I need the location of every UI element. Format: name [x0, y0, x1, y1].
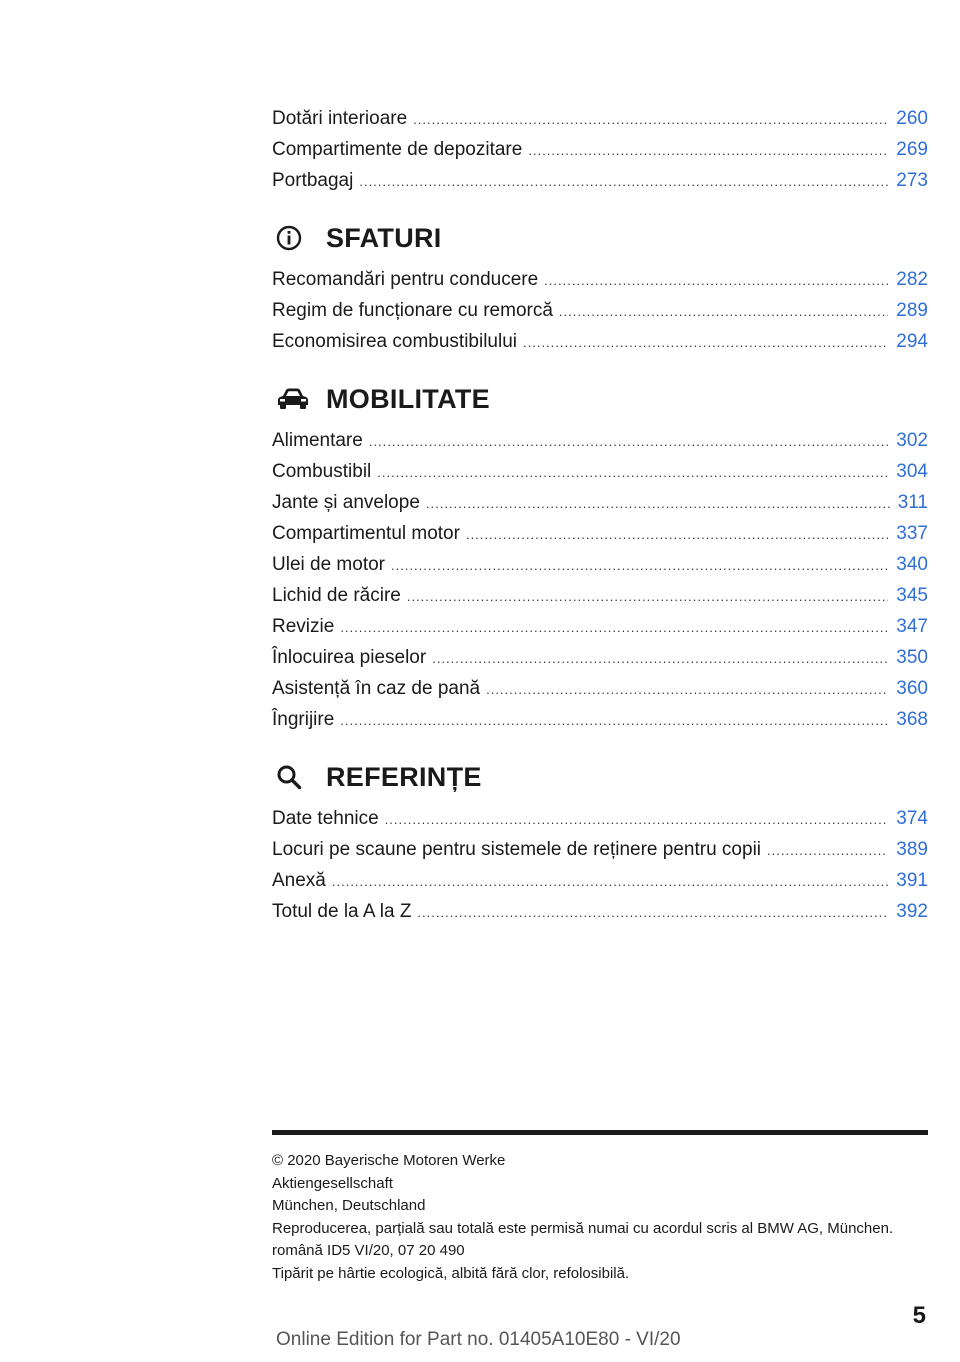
- dot-leader: [359, 166, 888, 197]
- toc-page-link[interactable]: 392: [896, 901, 928, 922]
- toc-page-link[interactable]: 345: [896, 585, 928, 606]
- toc-page-link[interactable]: 374: [896, 808, 928, 829]
- toc-entry[interactable]: [272, 295, 928, 326]
- toc-entry[interactable]: [272, 611, 928, 642]
- dot-leader: [332, 866, 888, 897]
- toc-entry-label: Economisirea combustibilului: [272, 331, 517, 352]
- dot-leader: [377, 457, 888, 488]
- toc-page-link[interactable]: 340: [896, 554, 928, 575]
- toc-entry[interactable]: [272, 425, 928, 456]
- copyright-line: © 2020 Bayerische Motoren Werke: [272, 1152, 506, 1169]
- page-number: 5: [912, 1302, 926, 1329]
- toc-page-link[interactable]: 391: [896, 870, 928, 891]
- toc-entry[interactable]: [272, 456, 928, 487]
- toc-page-link[interactable]: 289: [896, 300, 928, 321]
- toc-page-link[interactable]: 368: [896, 709, 928, 730]
- toc-entry-label: Alimentare: [272, 430, 363, 451]
- dot-leader: [426, 488, 890, 519]
- toc-entry-label: Ulei de motor: [272, 554, 385, 575]
- dot-leader: [417, 897, 888, 928]
- table-of-contents: [272, 103, 928, 927]
- toc-page-link[interactable]: 337: [896, 523, 928, 544]
- section-heading-mobilitate: [272, 377, 928, 421]
- reproduction-notice: Reproducerea, parțială sau totală este permisă numai cu acordul scris al BMW AG, München.: [272, 1219, 894, 1237]
- dot-leader: [528, 135, 888, 166]
- dot-leader: [407, 581, 888, 612]
- toc-entry[interactable]: [272, 165, 928, 196]
- toc-entry-label: Regim de funcționare cu remorcă: [272, 300, 553, 321]
- toc-page-link[interactable]: 304: [896, 461, 928, 482]
- toc-entry-label: Îngrijire: [272, 709, 335, 730]
- toc-entry-label: Compartimentul motor: [272, 523, 460, 544]
- toc-page-link[interactable]: 273: [896, 170, 928, 191]
- dot-leader: [559, 296, 888, 327]
- toc-page-link[interactable]: 260: [896, 108, 928, 129]
- toc-page-link[interactable]: 302: [896, 430, 928, 451]
- dot-leader: [466, 519, 888, 550]
- toc-entry-label: Înlocuirea pieselor: [272, 647, 427, 668]
- dot-leader: [432, 643, 888, 674]
- section-title: MOBILITATE: [326, 383, 490, 414]
- dot-leader: [385, 804, 889, 835]
- toc-entry-label: Portbagaj: [272, 170, 354, 191]
- dot-leader: [413, 104, 888, 135]
- toc-entry-label: Combustibil: [272, 461, 372, 482]
- toc-entry[interactable]: [272, 487, 928, 518]
- toc-entry-label: Anexă: [272, 870, 326, 891]
- toc-entry-label: Compartimente de depozitare: [272, 139, 523, 160]
- company-line: Aktiengesellschaft: [272, 1174, 393, 1192]
- toc-entry-label: Date tehnice: [272, 808, 379, 829]
- toc-entry[interactable]: [272, 549, 928, 580]
- dot-leader: [369, 426, 888, 457]
- section-heading-referinte: [272, 755, 928, 799]
- toc-entry-label: Asistență în caz de pană: [272, 678, 481, 699]
- toc-entry-label: Recomandări pentru conducere: [272, 269, 539, 290]
- toc-entry-label: Revizie: [272, 616, 335, 637]
- location-line: München, Deutschland: [272, 1197, 426, 1214]
- toc-entry[interactable]: [272, 896, 928, 927]
- toc-entry[interactable]: [272, 103, 928, 134]
- dot-leader: [340, 612, 888, 643]
- info-icon: [276, 222, 316, 254]
- paper-notice: Tipărit pe hârtie ecologică, albită fără clor, refolosibilă.: [272, 1264, 630, 1282]
- toc-entry[interactable]: [272, 704, 928, 735]
- dot-leader: [767, 835, 888, 866]
- imprint-footer: [272, 1150, 932, 1285]
- toc-page-link[interactable]: 350: [896, 647, 928, 668]
- toc-entry[interactable]: [272, 264, 928, 295]
- toc-entry[interactable]: [272, 518, 928, 549]
- dot-leader: [486, 674, 888, 705]
- toc-page-link[interactable]: 389: [896, 839, 928, 860]
- toc-entry[interactable]: [272, 803, 928, 834]
- toc-entry-label: Jante și anvelope: [272, 492, 420, 513]
- toc-entry[interactable]: [272, 134, 928, 165]
- search-icon: [276, 761, 316, 793]
- toc-page-link[interactable]: 311: [897, 492, 928, 513]
- toc-page-link[interactable]: 347: [896, 616, 928, 637]
- section-title: SFATURI: [326, 222, 442, 253]
- toc-page-link[interactable]: 294: [896, 331, 928, 352]
- toc-page-link[interactable]: 282: [896, 269, 928, 290]
- dot-leader: [544, 265, 888, 296]
- edition-id-line: română ID5 VI/20, 07 20 490: [272, 1242, 465, 1259]
- toc-entry[interactable]: [272, 326, 928, 357]
- toc-entry-label: Lichid de răcire: [272, 585, 401, 606]
- footer-divider: [272, 1130, 928, 1135]
- online-edition-banner: Online Edition for Part no. 01405A10E80 - VI/20: [276, 1329, 681, 1350]
- dot-leader: [340, 705, 888, 736]
- toc-page-link[interactable]: 269: [896, 139, 928, 160]
- section-heading-sfaturi: [272, 216, 928, 260]
- toc-entry[interactable]: [272, 834, 928, 865]
- dot-leader: [523, 327, 888, 358]
- dot-leader: [391, 550, 888, 581]
- toc-page-link[interactable]: 360: [896, 678, 928, 699]
- car-icon: [276, 383, 316, 415]
- toc-entry[interactable]: [272, 673, 928, 704]
- section-title: REFERINȚE: [326, 761, 482, 792]
- toc-entry[interactable]: [272, 580, 928, 611]
- toc-entry-label: Locuri pe scaune pentru sistemele de reținere pentru copii: [272, 839, 762, 860]
- toc-entry-label: Totul de la A la Z: [272, 901, 412, 922]
- toc-entry-label: Dotări interioare: [272, 108, 408, 129]
- toc-entry[interactable]: [272, 642, 928, 673]
- toc-entry[interactable]: [272, 865, 928, 896]
